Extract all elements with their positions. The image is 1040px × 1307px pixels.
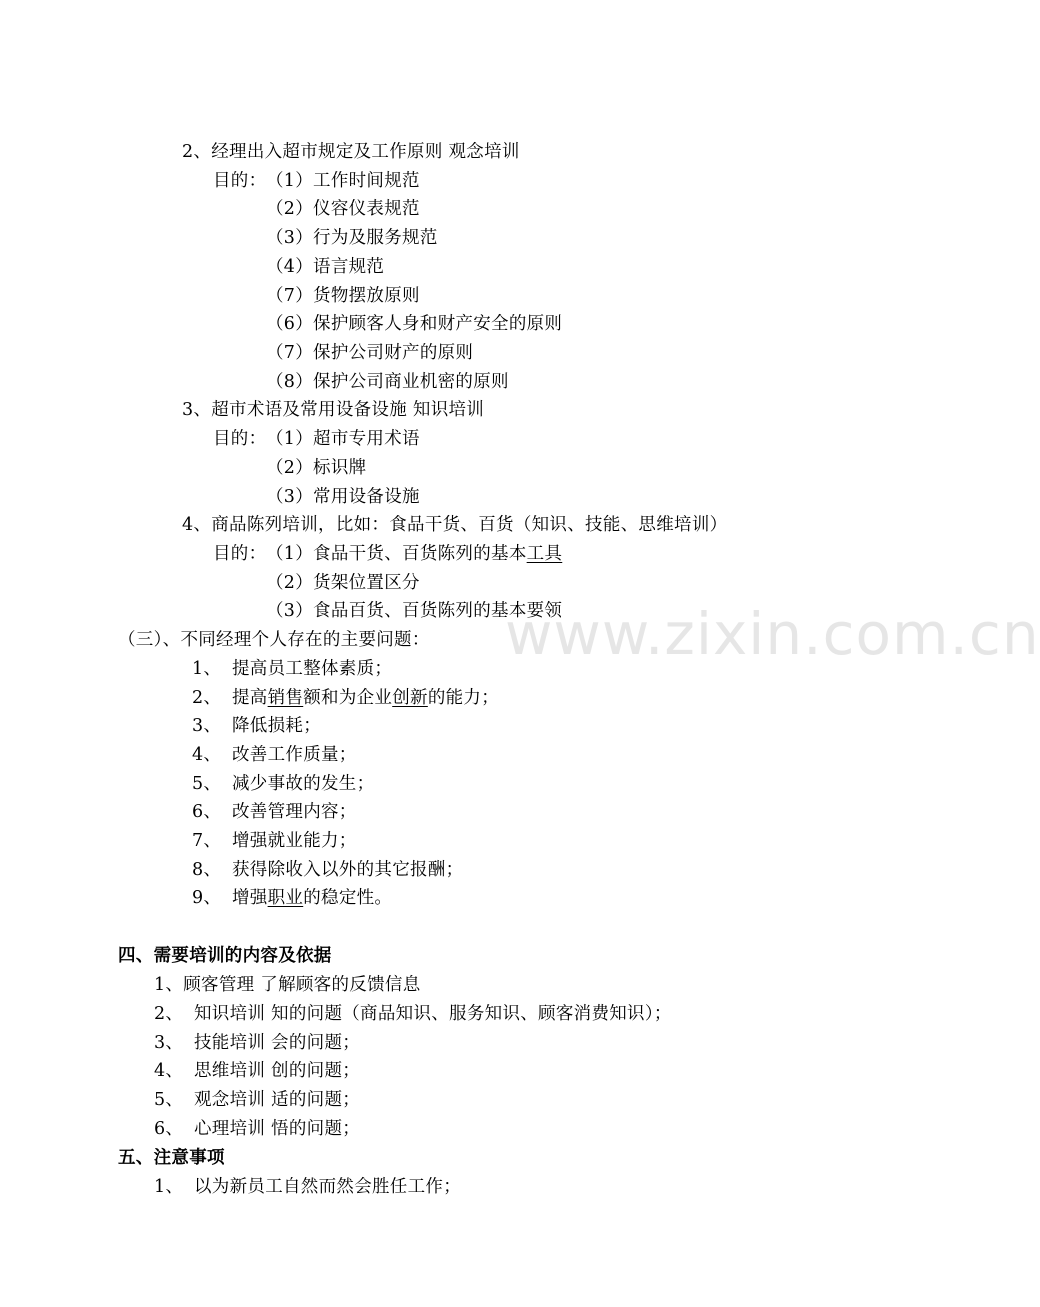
needs-text-3: 技能培训 会的问题； (194, 1033, 361, 1053)
problem-num-2: 2、 (192, 688, 222, 708)
s2-purpose-label: 目的： (213, 171, 267, 191)
needs-num-2: 2、 (154, 1004, 184, 1024)
needs-text-4: 思维培训 创的问题； (194, 1061, 361, 1081)
problem-text-2a: 提高 (232, 688, 268, 708)
needs-num-3: 3、 (154, 1033, 184, 1053)
problem-num-4: 4、 (192, 745, 222, 765)
s2-item-3: （3）行为及服务规范 (266, 228, 438, 248)
needs-text-5: 观念培训 适的问题； (194, 1090, 361, 1110)
s4-purpose-label: 目的： (213, 544, 267, 564)
s4-title: 4、商品陈列培训，比如：食品干货、百货（知识、技能、思维培训） (182, 515, 728, 535)
needs-num-6: 6、 (154, 1119, 184, 1139)
problem-text-2b: 销售 (267, 688, 304, 708)
problem-text-2 (232, 686, 499, 710)
s2-item-4: （4）语言规范 (266, 257, 385, 277)
s3-title: 3、超市术语及常用设备设施 知识培训 (182, 400, 485, 420)
problem-num-7: 7、 (192, 831, 222, 851)
needs-line-1: 1、顾客管理 了解顾客的反馈信息 (154, 975, 421, 995)
s4-item-2: （2）货架位置区分 (266, 573, 420, 593)
needs-num-5: 5、 (154, 1090, 184, 1110)
notes-num-1: 1、 (154, 1177, 184, 1197)
s2-title: 2、经理出入超市规定及工作原则 观念培训 (182, 142, 520, 162)
problem-text-2c: 额和为企业 (303, 688, 393, 708)
problem-text-5: 减少事故的发生； (232, 774, 375, 794)
s4-item-1 (266, 542, 562, 566)
problem-num-8: 8、 (192, 860, 222, 880)
problem-text-2d: 创新 (392, 688, 428, 708)
problem-text-7: 增强就业能力； (232, 831, 357, 851)
problem-text-6: 改善管理内容； (232, 802, 357, 822)
s3-item-3: （3）常用设备设施 (266, 487, 420, 507)
problem-text-9a: 增强 (232, 888, 268, 908)
problem-num-9: 9、 (192, 888, 222, 908)
s4-item-3: （3）食品百货、百货陈列的基本要领 (266, 601, 563, 621)
problem-text-2e: 的能力； (427, 688, 500, 708)
notes-text-1: 以为新员工自然而然会胜任工作； (194, 1177, 461, 1197)
s3-purpose-label: 目的： (213, 429, 267, 449)
problem-text-9b: 职业 (267, 888, 304, 908)
problem-num-1: 1、 (192, 659, 222, 679)
s4-item-1-text: （1）食品干货、百货陈列的基本 (266, 544, 527, 564)
problem-num-3: 3、 (192, 716, 222, 736)
s2-item-1: （1）工作时间规范 (266, 171, 420, 191)
notes-title: 五、注意事项 (118, 1148, 225, 1168)
problem-num-6: 6、 (192, 802, 222, 822)
problem-text-4: 改善工作质量； (232, 745, 357, 765)
problem-text-1: 提高员工整体素质； (232, 659, 393, 679)
problem-text-9 (232, 886, 392, 910)
needs-num-4: 4、 (154, 1061, 184, 1081)
problem-text-3: 降低损耗； (232, 716, 321, 736)
s2-item-5: （7）货物摆放原则 (266, 286, 420, 306)
problem-num-5: 5、 (192, 774, 222, 794)
s4-item-1-underlined: 工具 (526, 544, 563, 564)
s2-item-6: （6）保护顾客人身和财产安全的原则 (266, 314, 563, 334)
s3-item-2: （2）标识牌 (266, 458, 367, 478)
needs-title: 四、需要培训的内容及依据 (118, 946, 332, 966)
s2-item-2: （2）仪容仪表规范 (266, 199, 420, 219)
s2-item-8: （8）保护公司商业机密的原则 (266, 372, 509, 392)
problems-title: （三）、不同经理个人存在的主要问题： (118, 630, 430, 650)
s2-item-7: （7）保护公司财产的原则 (266, 343, 474, 363)
s3-item-1: （1）超市专用术语 (266, 429, 420, 449)
problem-text-9c: 的稳定性。 (303, 888, 393, 908)
needs-text-6: 心理培训 悟的问题； (194, 1119, 361, 1139)
needs-text-2: 知识培训 知的问题（商品知识、服务知识、顾客消费知识）； (194, 1004, 672, 1024)
watermark: www.zixin.com.cn (505, 600, 1040, 668)
problem-text-8: 获得除收入以外的其它报酬； (232, 860, 464, 880)
